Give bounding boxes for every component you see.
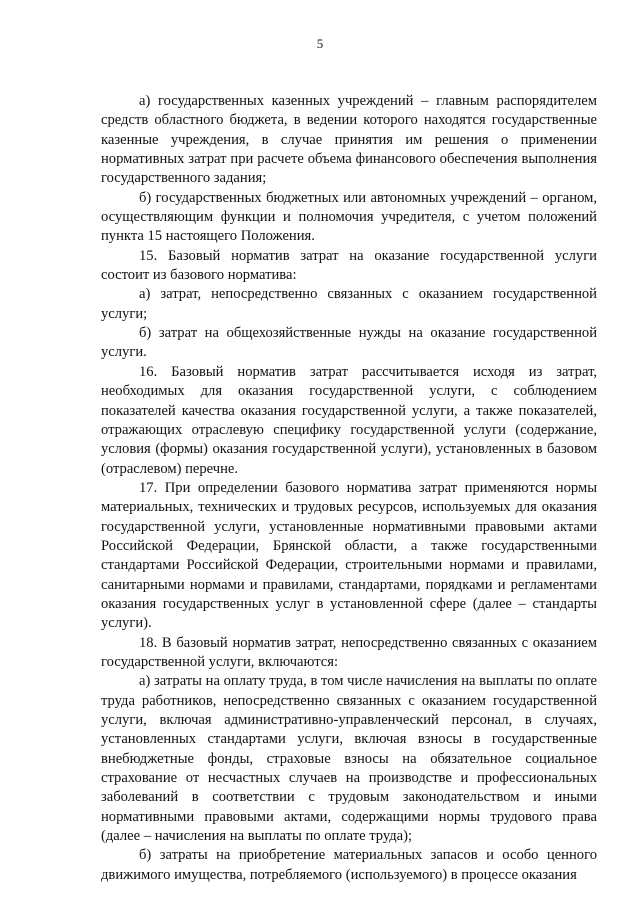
- paragraph-16: 16. Базовый норматив затрат рассчитывается исходя из затрат, необходимых для оказания государственной услуги, с соблюдением показателей качества оказания государственной услуги, а также показателей, отражающих отраслевую специфику государственной услуги (содержание, условия (формы) оказания государственной услуги), установленных в базовом (отраслевом) перечне.: [101, 363, 597, 477]
- paragraph-15-b: б) затрат на общехозяйственные нужды на оказание государственной услуги.: [101, 325, 597, 361]
- document-body: [101, 92, 597, 885]
- paragraph-18-b: б) затраты на приобретение материальных запасов и особо ценного движимого имущества, потребляемого (используемого) в процессе оказания: [101, 847, 597, 883]
- paragraph-item-a-kazennye: а) государственных казенных учреждений – главным распорядителем средств областного бюджета, в ведении которого находятся государственные казенные учреждения, в случае принятия им решения о применении нормативных затрат при расчете объема финансового обеспечения выполнения государственного задания;: [101, 93, 597, 187]
- page-number: 5: [316, 36, 324, 51]
- paragraph-17: 17. При определении базового норматива затрат применяются нормы материальных, технических и трудовых ресурсов, используемых для оказания государственной услуги, установленные нормативными правовыми актами Российской Федерации, Брянской области, а также государственными стандартами Российской Федерации, строительными нормами и правилами, санитарными нормами и правилами, стандартами, порядками и регламентами оказания государственных услуг в установленной сфере (далее – стандарты услуги).: [101, 479, 597, 632]
- paragraph-item-b-byudzhetnye: б) государственных бюджетных или автономных учреждений – органом, осуществляющим функции и полномочия учредителя, с учетом положений пункта 15 настоящего Положения.: [101, 189, 597, 245]
- paragraph-15-a: а) затрат, непосредственно связанных с оказанием государственной услуги;: [101, 286, 597, 322]
- paragraph-18: 18. В базовый норматив затрат, непосредственно связанных с оказанием государственной услуги, включаются:: [101, 634, 597, 670]
- paragraph-18-a: а) затраты на оплату труда, в том числе начисления на выплаты по оплате труда работников, непосредственно связанных с оказанием государственной услуги, включая административно-управленческий персонал, в случаях, установленных стандартами услуги, включая взносы в государственные внебюджетные фонды, страховые взносы на обязательное социальное страхование от несчастных случаев на производстве и профессиональных заболеваний в соответствии с трудовым законодательством и иными нормативными правовыми актами, содержащими нормы трудового права (далее – начисления на выплаты по оплате труда);: [101, 673, 597, 845]
- paragraph-15: 15. Базовый норматив затрат на оказание государственной услуги состоит из базового норматива:: [101, 247, 597, 284]
